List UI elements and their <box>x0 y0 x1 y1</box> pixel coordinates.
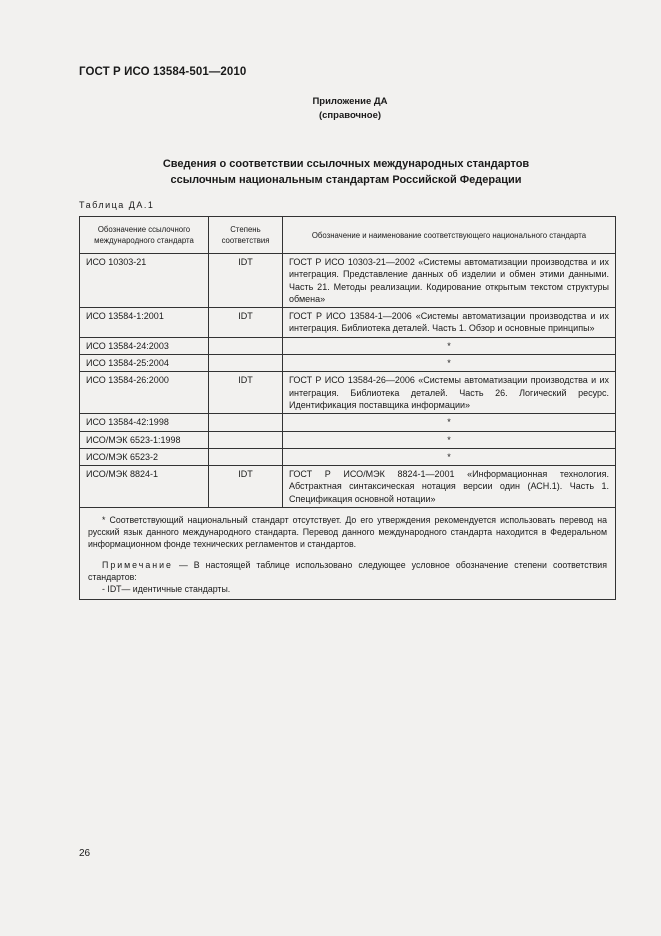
document-header: ГОСТ Р ИСО 13584-501—2010 <box>79 66 247 78</box>
header-national-standard: Обозначение и наименование соответствующего национального стандарта <box>283 217 616 254</box>
note-paragraph <box>88 559 607 583</box>
section-title-line1: Сведения о соответствии ссылочных международных стандартов <box>162 158 530 170</box>
ref-standard-cell: ИСО/МЭК 8824-1 <box>80 466 209 508</box>
ref-standard-cell: ИСО 13584-25:2004 <box>80 355 209 372</box>
table-row <box>80 355 616 372</box>
table-row <box>80 308 616 338</box>
table-row <box>80 372 616 414</box>
ref-standard-cell: ИСО/МЭК 6523-1:1998 <box>80 431 209 448</box>
national-standard-cell: ГОСТ Р ИСО 10303-21—2002 «Системы автоматизации производства и их интеграция. Представление данных об изделии и обмен этими данными. Часть 21. Методы реализации. Кодирование открытым текстом структуры обмена» <box>283 254 616 308</box>
footnote-cell <box>80 508 616 600</box>
note-item: - IDT— идентичные стандарты. <box>102 584 231 595</box>
note-text: — В настоящей таблице использовано следующее условное обозначение степени соответствия стандартов: <box>88 560 607 583</box>
section-title-line2: ссылочным национальным стандартам Российской Федерации <box>170 174 522 186</box>
table-row <box>80 254 616 308</box>
appendix-title: Приложение ДА <box>312 96 388 107</box>
note-label: Примечание <box>102 560 173 571</box>
table-row <box>80 466 616 508</box>
appendix-heading <box>0 95 661 123</box>
national-standard-cell: ГОСТ Р ИСО/МЭК 8824-1—2001 «Информационная технология. Абстрактная синтаксическая нотация версии один (АСН.1). Часть 1. Спецификация основной нотации» <box>283 466 616 508</box>
footnote-text: * Соответствующий национальный стандарт отсутствует. До его утверждения рекомендуется использовать перевод на русский язык данного международного стандарта. Перевод данного международного стандарта находится в Федеральном информационном фонде технических регламентов и стандартов. <box>88 515 607 550</box>
ref-standard-cell: ИСО 13584-24:2003 <box>80 337 209 354</box>
degree-cell <box>209 414 283 431</box>
table-row <box>80 448 616 465</box>
ref-standard-cell: ИСО 10303-21 <box>80 254 209 308</box>
national-standard-cell: * <box>283 448 616 465</box>
ref-standard-cell: ИСО 13584-26:2000 <box>80 372 209 414</box>
degree-cell <box>209 355 283 372</box>
degree-cell: IDT <box>209 372 283 414</box>
page-number: 26 <box>79 848 91 859</box>
national-standard-cell: ГОСТ Р ИСО 13584-1—2006 «Системы автоматизации производства и их интеграция. Библиотека деталей. Часть 1. Обзор и основные принципы» <box>283 308 616 338</box>
national-standard-cell: * <box>283 355 616 372</box>
table-footnote-row <box>80 508 616 600</box>
table-row <box>80 431 616 448</box>
degree-cell: IDT <box>209 308 283 338</box>
header-ref-standard: Обозначение ссылочного международного стандарта <box>80 217 209 254</box>
table-caption: Таблица ДА.1 <box>79 200 155 210</box>
degree-cell <box>209 431 283 448</box>
header-degree: Степень соответствия <box>209 217 283 254</box>
degree-cell <box>209 337 283 354</box>
ref-standard-cell: ИСО/МЭК 6523-2 <box>80 448 209 465</box>
degree-cell: IDT <box>209 466 283 508</box>
appendix-subtitle: (справочное) <box>318 110 382 121</box>
table-header-row <box>80 217 616 254</box>
national-standard-cell: * <box>283 414 616 431</box>
table-row <box>80 337 616 354</box>
section-title <box>0 156 661 188</box>
degree-cell: IDT <box>209 254 283 308</box>
ref-standard-cell: ИСО 13584-42:1998 <box>80 414 209 431</box>
national-standard-cell: ГОСТ Р ИСО 13584-26—2006 «Системы автоматизации производства и их интеграция. Библиотека деталей. Часть 26. Логический ресурс. Идентификация поставщика информации» <box>283 372 616 414</box>
correspondence-table <box>79 216 616 600</box>
national-standard-cell: * <box>283 431 616 448</box>
national-standard-cell: * <box>283 337 616 354</box>
table-row <box>80 414 616 431</box>
ref-standard-cell: ИСО 13584-1:2001 <box>80 308 209 338</box>
degree-cell <box>209 448 283 465</box>
